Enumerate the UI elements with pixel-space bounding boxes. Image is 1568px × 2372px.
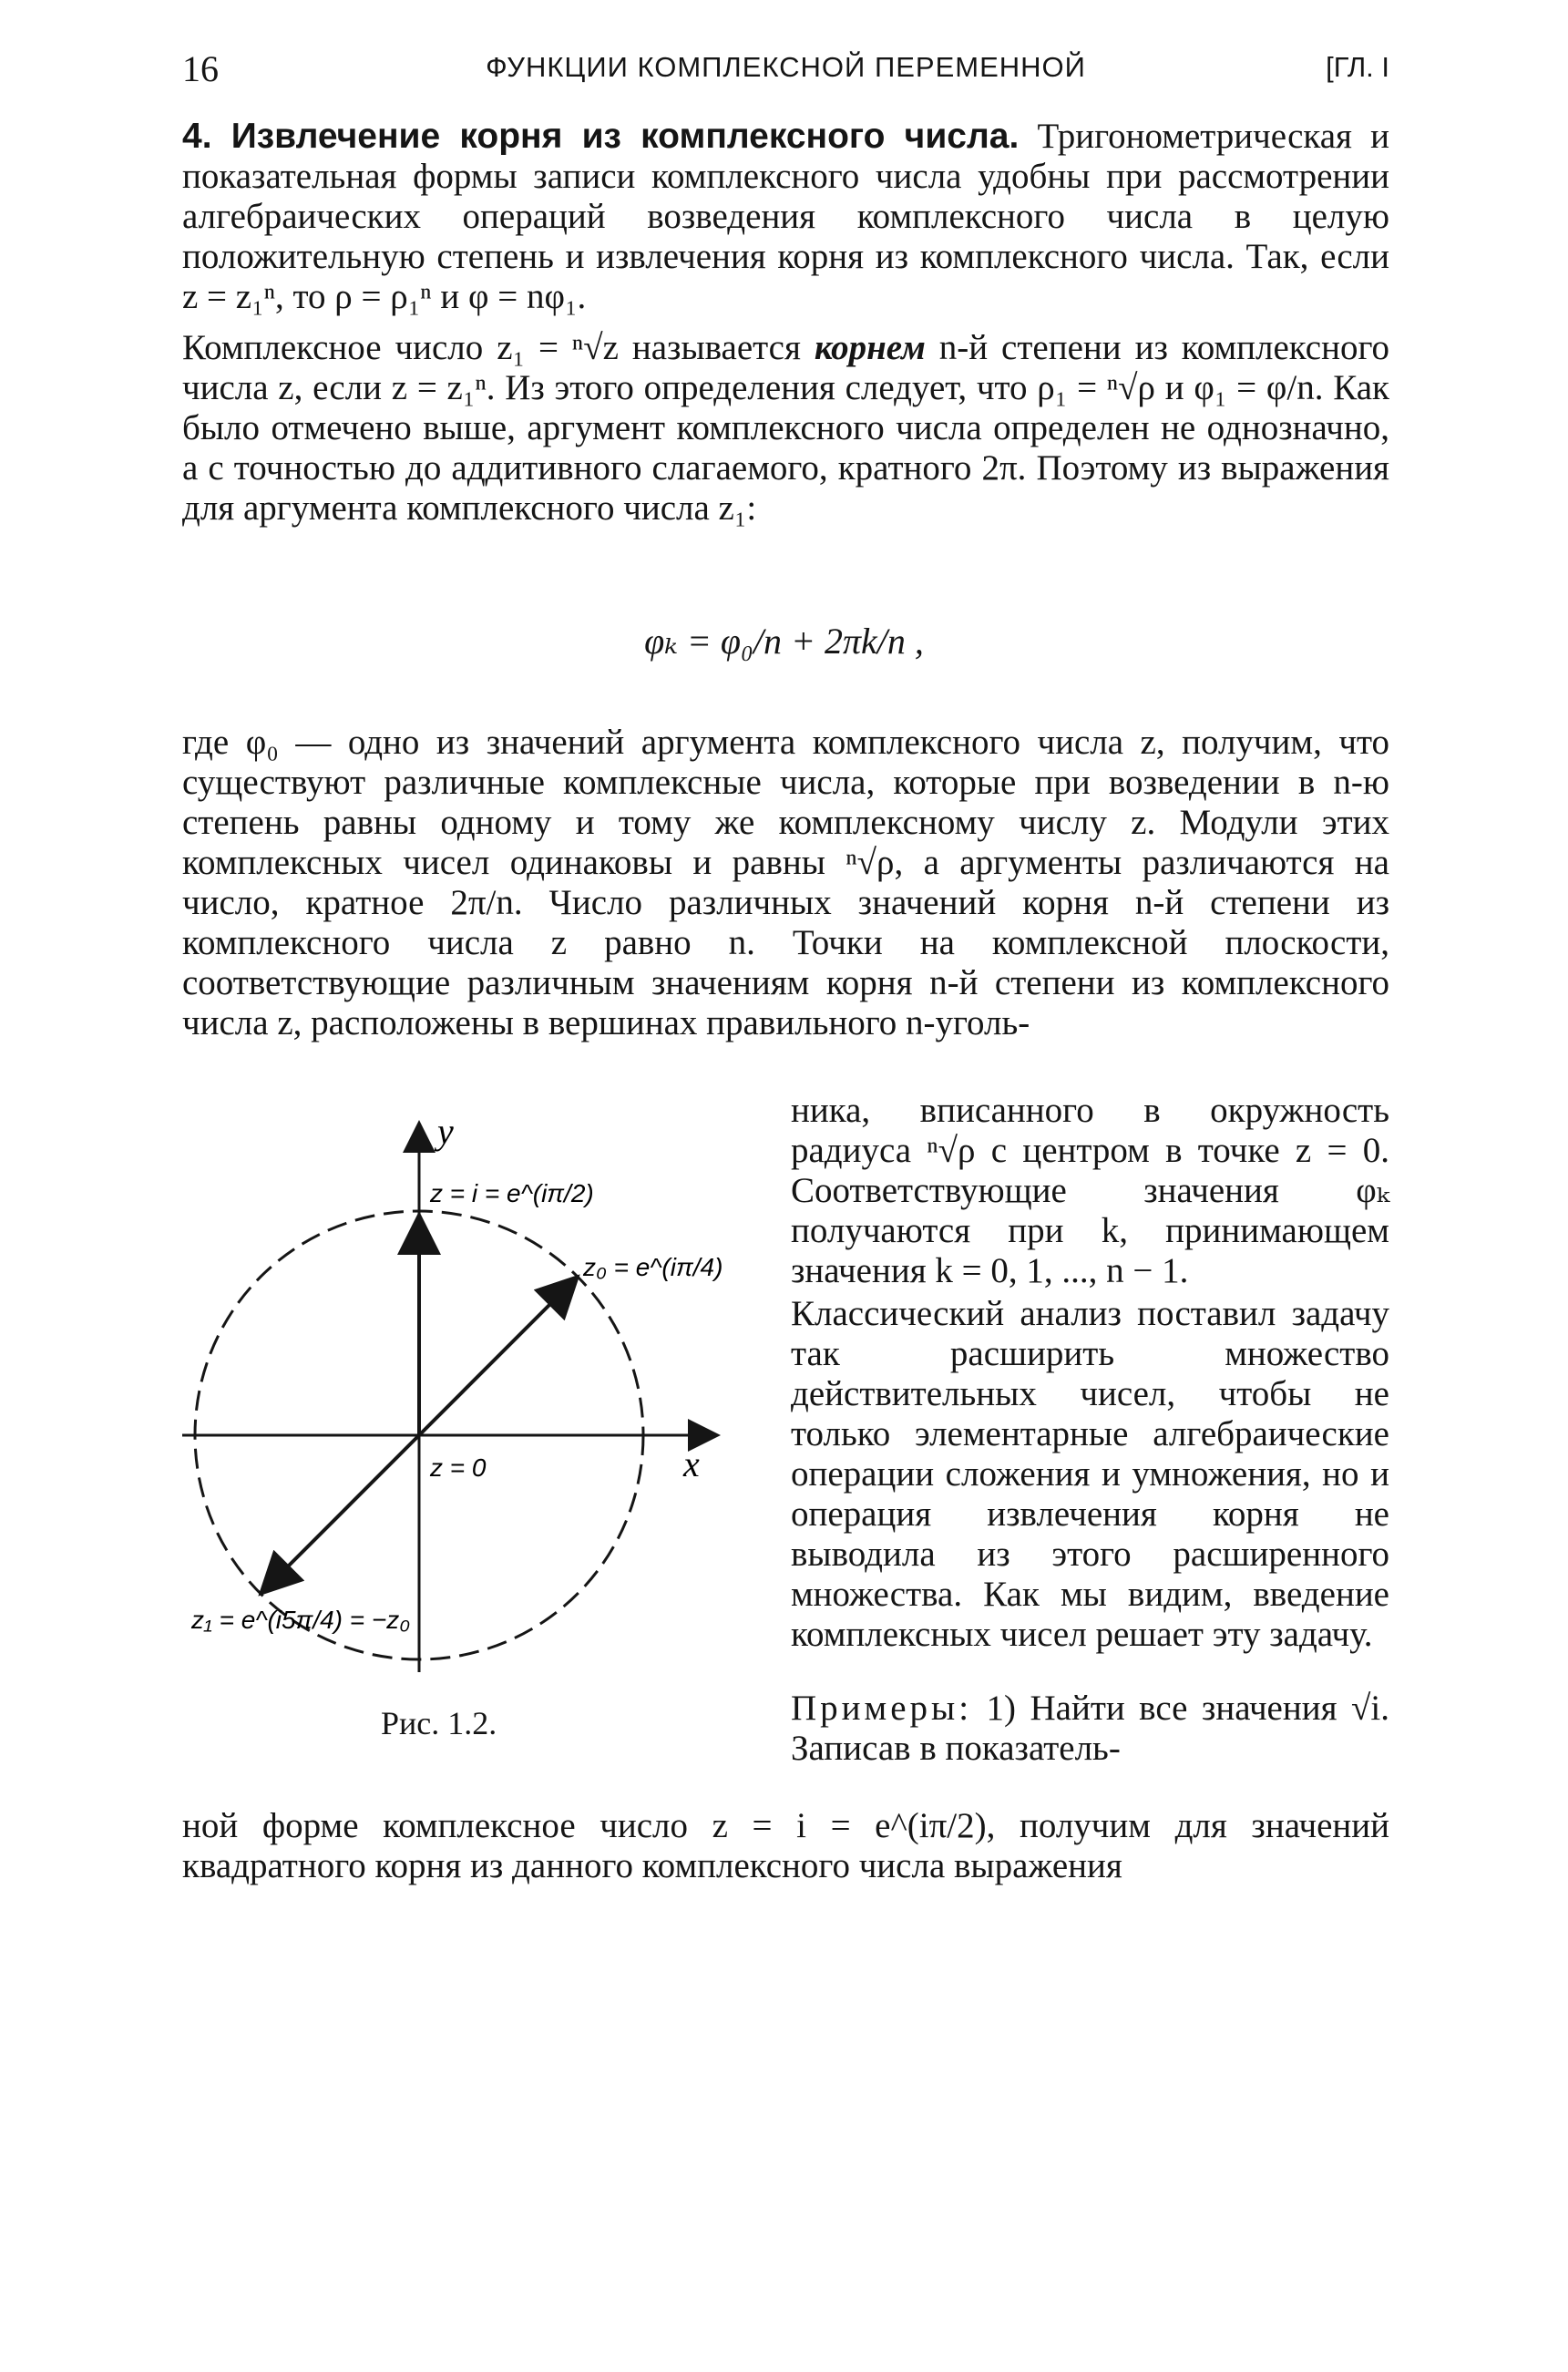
vector-z1: [263, 1435, 419, 1591]
axis-x-label: x: [683, 1443, 700, 1484]
paragraph-3: где φ₀ — одно из значений аргумента комплексного числа z, получим, что существуют различные комплексные числа, которые при возведении в n-ю степень равны одному и тому же комплексному числу z. Модули этих комплексных чисел одинаковы и равны ⁿ√ρ, а аргументы различаются на число, кратное 2π/n. Число различных значений корня n-й степени из комплексного числа z равно n. Точки на комплексной плоскости, соответствующие различным значениям корня n-й степени из комплексного числа z, расположены в вершинах правильного n-уголь-: [182, 723, 1389, 1042]
term-root: корнем: [814, 328, 926, 367]
vector-z0: [419, 1279, 575, 1435]
paragraph-5: ной форме комплексное число z = i = e^(iπ/2), получим для значений квадратного корня из данного комплексного числа выражения: [182, 1806, 1389, 1885]
paragraph-4: Классический анализ поставил задачу так расширить множество действительных чисел, чтобы не только элементарные алгебраические операции сложения и умножения, но и операция извлечения корня не выводила из этого расширенного множества. Как мы видим, введение комплексных чисел решает эту задачу.: [791, 1294, 1389, 1654]
section-heading: 4. Извлечение корня из комплексного числа.: [182, 117, 1020, 156]
running-header: [182, 47, 1389, 93]
label-z-i: z = i = e^(iπ/2): [430, 1179, 594, 1207]
paragraph-2-start: Комплексное число z₁ = ⁿ√z называется: [182, 328, 801, 367]
label-origin: z = 0: [430, 1453, 487, 1482]
paragraph-1: [182, 117, 1389, 317]
examples-text: 1) Найти все значения √i. Записав в показатель-: [791, 1689, 1389, 1768]
paragraph-2-rest: n-й степени из комплексного числа z, если z = z₁ⁿ. Из этого определения следует, что ρ₁ = ⁿ√ρ и φ₁ = φ/n. Как было отмечено выше, аргумент комплексного числа определен не однозначно, а с точностью до аддитивного слагаемого, кратного 2π. Поэтому из выражения для аргумента комплексного числа z₁:: [182, 328, 1389, 528]
examples-paragraph: [791, 1689, 1389, 1769]
label-z1: z₁ = e^(i5π/4) = −z₀: [191, 1606, 411, 1634]
page-number: 16: [182, 48, 219, 89]
running-head: ФУНКЦИИ КОМПЛЕКСНОЙ ПЕРЕМЕННОЙ: [486, 51, 1086, 83]
paragraph-3-continuation: ника, вписанного в окружность радиуса ⁿ√ρ с центром в точке z = 0. Соответствующие значения φₖ получаются при k, принимающем значения k = 0, 1, ..., n − 1.: [791, 1091, 1389, 1290]
figure-1-2: [173, 1107, 756, 1690]
label-z0: z₀ = e^(iπ/4): [583, 1253, 723, 1281]
examples-label: Примеры:: [791, 1689, 973, 1728]
paragraph-2: [182, 328, 1389, 529]
chapter-label: [ГЛ. I: [1326, 51, 1389, 83]
argument-formula: φₖ = φ₀/n + 2πk/n ,: [644, 621, 924, 662]
paragraph-1-text: Тригонометрическая и показательная формы записи комплексного числа удобны при рассмотрении алгебраических операций возведения комплексного числа в целую положительную степень и извлечения корня из комплексного числа. Так, если z = z₁ⁿ, то ρ = ρ₁ⁿ и φ = nφ₁.: [182, 117, 1390, 316]
axis-y-label: y: [437, 1111, 454, 1152]
figure-caption: Рис. 1.2.: [381, 1705, 497, 1741]
